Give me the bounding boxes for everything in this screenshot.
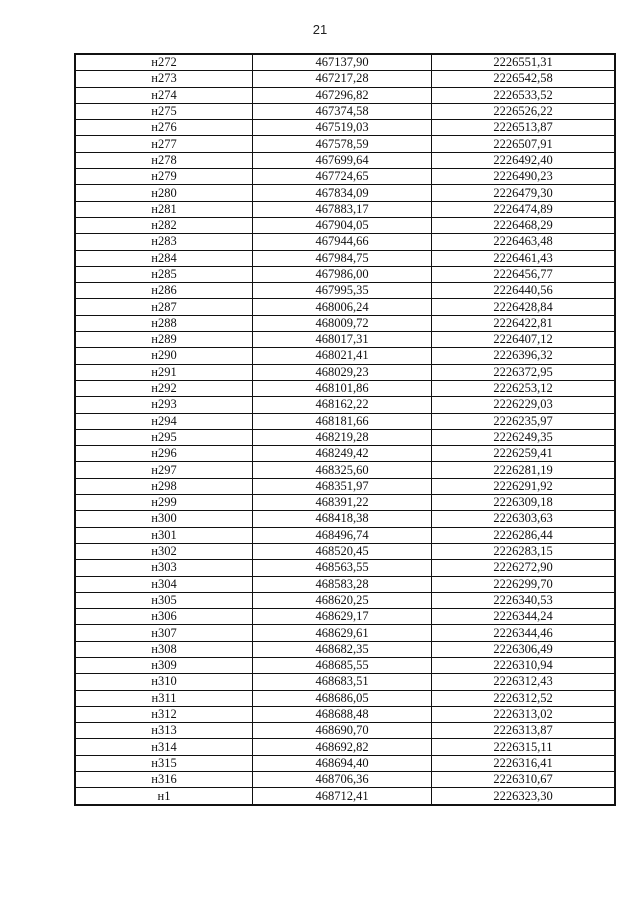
- table-row: [75, 609, 615, 625]
- y-coordinate-cell: 2226259,41: [432, 446, 616, 462]
- point-name-cell: н302: [75, 543, 253, 559]
- x-coordinate-cell: 468006,24: [253, 299, 432, 315]
- x-coordinate-cell: 467995,35: [253, 283, 432, 299]
- y-coordinate-cell: 2226283,15: [432, 543, 616, 559]
- x-coordinate-cell: 468706,36: [253, 772, 432, 788]
- x-coordinate-cell: 468325,60: [253, 462, 432, 478]
- point-name-cell: н278: [75, 152, 253, 168]
- x-coordinate-cell: 467699,64: [253, 152, 432, 168]
- point-name-cell: н312: [75, 706, 253, 722]
- y-coordinate-cell: 2226272,90: [432, 560, 616, 576]
- x-coordinate-cell: 468690,70: [253, 723, 432, 739]
- table-row: [75, 348, 615, 364]
- y-coordinate-cell: 2226490,23: [432, 169, 616, 185]
- point-name-cell: н305: [75, 592, 253, 608]
- x-coordinate-cell: 468629,61: [253, 625, 432, 641]
- table-row: [75, 511, 615, 527]
- table-row: [75, 413, 615, 429]
- y-coordinate-cell: 2226249,35: [432, 429, 616, 445]
- table-row: [75, 723, 615, 739]
- table-row: [75, 250, 615, 266]
- y-coordinate-cell: 2226315,11: [432, 739, 616, 755]
- table-row: [75, 446, 615, 462]
- y-coordinate-cell: 2226291,92: [432, 478, 616, 494]
- table-row: [75, 560, 615, 576]
- point-name-cell: н274: [75, 87, 253, 103]
- table-row: [75, 120, 615, 136]
- point-name-cell: н313: [75, 723, 253, 739]
- x-coordinate-cell: 468685,55: [253, 657, 432, 673]
- table-row: [75, 71, 615, 87]
- x-coordinate-cell: 467834,09: [253, 185, 432, 201]
- x-coordinate-cell: 467883,17: [253, 201, 432, 217]
- table-row: [75, 641, 615, 657]
- x-coordinate-cell: 467296,82: [253, 87, 432, 103]
- table-row: [75, 152, 615, 168]
- y-coordinate-cell: 2226526,22: [432, 103, 616, 119]
- table-row: [75, 625, 615, 641]
- x-coordinate-cell: 468688,48: [253, 706, 432, 722]
- y-coordinate-cell: 2226253,12: [432, 380, 616, 396]
- x-coordinate-cell: 468162,22: [253, 397, 432, 413]
- y-coordinate-cell: 2226281,19: [432, 462, 616, 478]
- point-name-cell: н283: [75, 234, 253, 250]
- point-name-cell: н298: [75, 478, 253, 494]
- point-name-cell: н286: [75, 283, 253, 299]
- x-coordinate-cell: 468418,38: [253, 511, 432, 527]
- table-row: [75, 462, 615, 478]
- y-coordinate-cell: 2226340,53: [432, 592, 616, 608]
- table-row: [75, 788, 615, 805]
- x-coordinate-cell: 468181,66: [253, 413, 432, 429]
- point-name-cell: н292: [75, 380, 253, 396]
- x-coordinate-cell: 468583,28: [253, 576, 432, 592]
- x-coordinate-cell: 468620,25: [253, 592, 432, 608]
- table-row: [75, 690, 615, 706]
- table-row: [75, 364, 615, 380]
- table-row: [75, 54, 615, 71]
- coordinates-table: [74, 53, 616, 806]
- x-coordinate-cell: 467944,66: [253, 234, 432, 250]
- y-coordinate-cell: 2226407,12: [432, 332, 616, 348]
- table-row: [75, 217, 615, 233]
- point-name-cell: н293: [75, 397, 253, 413]
- x-coordinate-cell: 468629,17: [253, 609, 432, 625]
- y-coordinate-cell: 2226313,02: [432, 706, 616, 722]
- y-coordinate-cell: 2226492,40: [432, 152, 616, 168]
- table-row: [75, 397, 615, 413]
- point-name-cell: н304: [75, 576, 253, 592]
- x-coordinate-cell: 468101,86: [253, 380, 432, 396]
- y-coordinate-cell: 2226372,95: [432, 364, 616, 380]
- point-name-cell: н285: [75, 266, 253, 282]
- y-coordinate-cell: 2226312,52: [432, 690, 616, 706]
- y-coordinate-cell: 2226235,97: [432, 413, 616, 429]
- point-name-cell: н279: [75, 169, 253, 185]
- y-coordinate-cell: 2226310,94: [432, 657, 616, 673]
- x-coordinate-cell: 468520,45: [253, 543, 432, 559]
- table-row: [75, 592, 615, 608]
- x-coordinate-cell: 467578,59: [253, 136, 432, 152]
- y-coordinate-cell: 2226551,31: [432, 54, 616, 71]
- table-row: [75, 739, 615, 755]
- table-row: [75, 283, 615, 299]
- x-coordinate-cell: 468249,42: [253, 446, 432, 462]
- table-row: [75, 478, 615, 494]
- table-row: [75, 266, 615, 282]
- y-coordinate-cell: 2226396,32: [432, 348, 616, 364]
- table-row: [75, 87, 615, 103]
- y-coordinate-cell: 2226440,56: [432, 283, 616, 299]
- y-coordinate-cell: 2226422,81: [432, 315, 616, 331]
- table-row: [75, 103, 615, 119]
- y-coordinate-cell: 2226507,91: [432, 136, 616, 152]
- x-coordinate-cell: 468009,72: [253, 315, 432, 331]
- page-number: 21: [312, 22, 328, 37]
- table-row: [75, 576, 615, 592]
- table-row: [75, 495, 615, 511]
- x-coordinate-cell: 467137,90: [253, 54, 432, 71]
- table-row: [75, 201, 615, 217]
- x-coordinate-cell: 467374,58: [253, 103, 432, 119]
- y-coordinate-cell: 2226463,48: [432, 234, 616, 250]
- y-coordinate-cell: 2226542,58: [432, 71, 616, 87]
- y-coordinate-cell: 2226468,29: [432, 217, 616, 233]
- point-name-cell: н282: [75, 217, 253, 233]
- x-coordinate-cell: 468029,23: [253, 364, 432, 380]
- y-coordinate-cell: 2226344,24: [432, 609, 616, 625]
- y-coordinate-cell: 2226310,67: [432, 772, 616, 788]
- y-coordinate-cell: 2226286,44: [432, 527, 616, 543]
- point-name-cell: н284: [75, 250, 253, 266]
- point-name-cell: н273: [75, 71, 253, 87]
- y-coordinate-cell: 2226344,46: [432, 625, 616, 641]
- point-name-cell: н311: [75, 690, 253, 706]
- point-name-cell: н307: [75, 625, 253, 641]
- point-name-cell: н275: [75, 103, 253, 119]
- point-name-cell: н299: [75, 495, 253, 511]
- point-name-cell: н1: [75, 788, 253, 805]
- point-name-cell: н296: [75, 446, 253, 462]
- table-row: [75, 657, 615, 673]
- point-name-cell: н315: [75, 755, 253, 771]
- point-name-cell: н308: [75, 641, 253, 657]
- x-coordinate-cell: 468563,55: [253, 560, 432, 576]
- x-coordinate-cell: 468017,31: [253, 332, 432, 348]
- y-coordinate-cell: 2226306,49: [432, 641, 616, 657]
- y-coordinate-cell: 2226313,87: [432, 723, 616, 739]
- x-coordinate-cell: 468351,97: [253, 478, 432, 494]
- point-name-cell: н310: [75, 674, 253, 690]
- x-coordinate-cell: 468712,41: [253, 788, 432, 805]
- point-name-cell: н287: [75, 299, 253, 315]
- point-name-cell: н289: [75, 332, 253, 348]
- point-name-cell: н295: [75, 429, 253, 445]
- point-name-cell: н301: [75, 527, 253, 543]
- table-row: [75, 185, 615, 201]
- y-coordinate-cell: 2226533,52: [432, 87, 616, 103]
- point-name-cell: н306: [75, 609, 253, 625]
- table-row: [75, 315, 615, 331]
- x-coordinate-cell: 467724,65: [253, 169, 432, 185]
- x-coordinate-cell: 467904,05: [253, 217, 432, 233]
- point-name-cell: н316: [75, 772, 253, 788]
- point-name-cell: н281: [75, 201, 253, 217]
- x-coordinate-cell: 467986,00: [253, 266, 432, 282]
- y-coordinate-cell: 2226309,18: [432, 495, 616, 511]
- y-coordinate-cell: 2226513,87: [432, 120, 616, 136]
- x-coordinate-cell: 468686,05: [253, 690, 432, 706]
- point-name-cell: н280: [75, 185, 253, 201]
- x-coordinate-cell: 468694,40: [253, 755, 432, 771]
- point-name-cell: н277: [75, 136, 253, 152]
- y-coordinate-cell: 2226303,63: [432, 511, 616, 527]
- y-coordinate-cell: 2226312,43: [432, 674, 616, 690]
- point-name-cell: н297: [75, 462, 253, 478]
- point-name-cell: н314: [75, 739, 253, 755]
- y-coordinate-cell: 2226299,70: [432, 576, 616, 592]
- y-coordinate-cell: 2226428,84: [432, 299, 616, 315]
- point-name-cell: н288: [75, 315, 253, 331]
- coordinates-table-body: [75, 54, 615, 805]
- point-name-cell: н272: [75, 54, 253, 71]
- x-coordinate-cell: 468683,51: [253, 674, 432, 690]
- table-row: [75, 380, 615, 396]
- y-coordinate-cell: 2226323,30: [432, 788, 616, 805]
- table-row: [75, 234, 615, 250]
- x-coordinate-cell: 467519,03: [253, 120, 432, 136]
- table-row: [75, 772, 615, 788]
- y-coordinate-cell: 2226456,77: [432, 266, 616, 282]
- table-row: [75, 674, 615, 690]
- y-coordinate-cell: 2226461,43: [432, 250, 616, 266]
- point-name-cell: н303: [75, 560, 253, 576]
- y-coordinate-cell: 2226316,41: [432, 755, 616, 771]
- table-row: [75, 169, 615, 185]
- point-name-cell: н291: [75, 364, 253, 380]
- point-name-cell: н290: [75, 348, 253, 364]
- x-coordinate-cell: 468219,28: [253, 429, 432, 445]
- x-coordinate-cell: 468692,82: [253, 739, 432, 755]
- point-name-cell: н300: [75, 511, 253, 527]
- y-coordinate-cell: 2226474,89: [432, 201, 616, 217]
- table-row: [75, 332, 615, 348]
- y-coordinate-cell: 2226479,30: [432, 185, 616, 201]
- table-row: [75, 755, 615, 771]
- table-row: [75, 706, 615, 722]
- x-coordinate-cell: 468391,22: [253, 495, 432, 511]
- table-row: [75, 527, 615, 543]
- table-row: [75, 429, 615, 445]
- point-name-cell: н276: [75, 120, 253, 136]
- y-coordinate-cell: 2226229,03: [432, 397, 616, 413]
- x-coordinate-cell: 468496,74: [253, 527, 432, 543]
- x-coordinate-cell: 468021,41: [253, 348, 432, 364]
- x-coordinate-cell: 467984,75: [253, 250, 432, 266]
- table-row: [75, 299, 615, 315]
- x-coordinate-cell: 468682,35: [253, 641, 432, 657]
- table-row: [75, 136, 615, 152]
- table-row: [75, 543, 615, 559]
- point-name-cell: н309: [75, 657, 253, 673]
- point-name-cell: н294: [75, 413, 253, 429]
- x-coordinate-cell: 467217,28: [253, 71, 432, 87]
